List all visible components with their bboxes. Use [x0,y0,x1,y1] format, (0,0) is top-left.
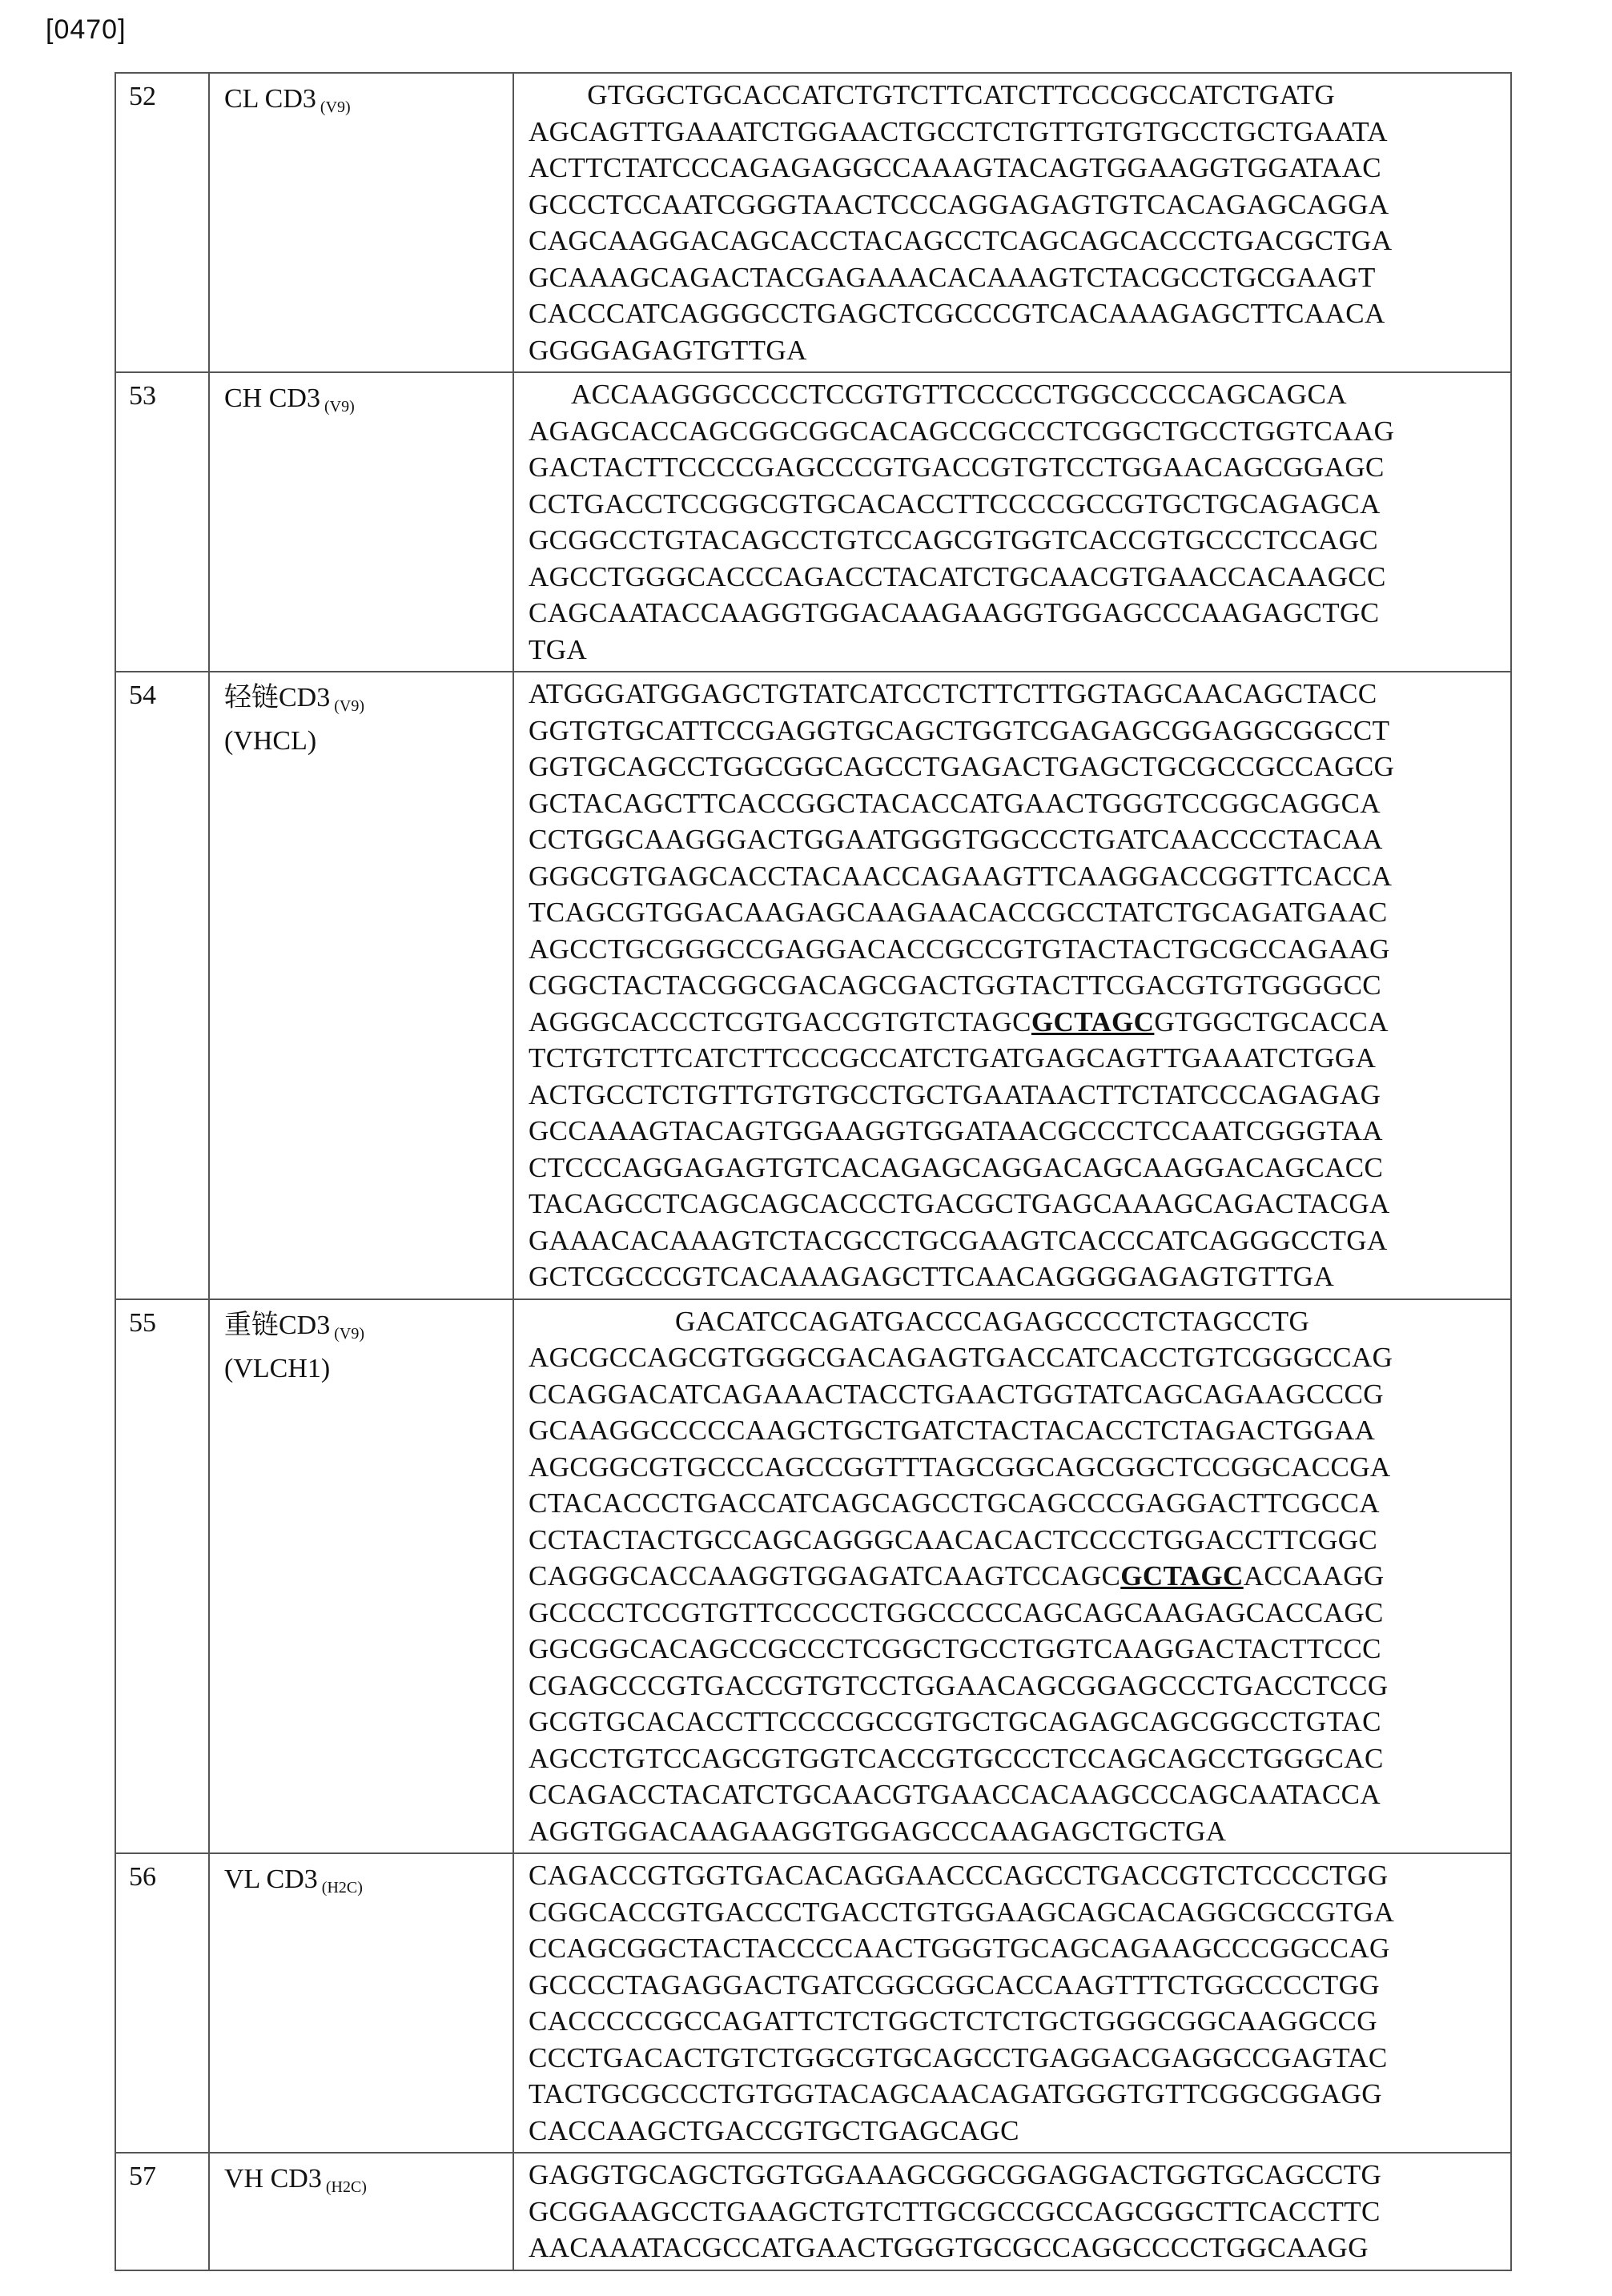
seq-name [209,672,513,1299]
seq-id-number: 55 [115,1299,209,1854]
sequence-text [513,672,1511,1299]
seq-id-number: 56 [115,1853,209,2153]
sequence-line: TACTGCGCCCTGTGGTACAGCAACAGATGGGTGTTCGGCGGAGG [529,2078,1382,2109]
sequence-line: TGA [529,633,588,665]
table-row [115,2153,1511,2270]
seq-name [209,2153,513,2270]
sequence-line: AGCCTGCGGGCCGAGGACACCGCCGTGTACTACTGCGCCAGAAG [529,933,1390,965]
seq-name [209,1853,513,2153]
sequence-text [513,1299,1511,1854]
sequence-line: AGCCTGTCCAGCGTGGTCACCGTGCCCTCCAGCAGCCTGGGCAC [529,1742,1384,1774]
sequence-line: TACAGCCTCAGCAGCACCCTGACGCTGAGCAAAGCAGACTACGA [529,1188,1390,1219]
sequence-line: AGGTGGACAAGAAGGTGGAGCCCAAGAGCTGCTGA [529,1815,1227,1847]
seq-name-text: VL CD3 [224,1864,318,1894]
sequence-line: AACAAATACGCCATGAACTGGGTGCGCCAGGCCCCTGGCAAGG [529,2232,1369,2263]
sequence-line: GGTGCAGCCTGGCGGCAGCCTGAGACTGAGCTGCGCCGCCAGCG [529,751,1395,782]
table-row [115,73,1511,372]
sequence-line: CGGCACCGTGACCCTGACCTGTGGAAGCAGCACAGGCGCCGTGA [529,1896,1395,1928]
seq-name [209,73,513,372]
sequence-line: CCTGACCTCCGGCGTGCACACCTTCCCCGCCGTGCTGCAGAGCA [529,488,1381,520]
sequence-line: ACCAAGGGCCCCTCCGTGTTCCCCCTGGCCCCCAGCAGCA [529,379,1347,410]
sequence-line: ACTTCTATCCCAGAGAGGCCAAAGTACAGTGGAAGGTGGATAAC [529,152,1382,183]
sequence-line: GCCCTCCAATCGGGTAACTCCCAGGAGAGTGTCACAGAGCAGGA [529,188,1389,220]
sequence-line: CGAGCCCGTGACCGTGTCCTGGAACAGCGGAGCCCTGACCTCCG [529,1669,1389,1701]
sequence-line: GAGGTGCAGCTGGTGGAAAGCGGCGGAGGACTGGTGCAGCCTG [529,2159,1382,2190]
sequence-text [513,372,1511,672]
sequence-line: GGGGAGAGTGTTGA [529,334,807,366]
sequence-line: GCAAAGCAGACTACGAGAAACACAAAGTCTACGCCTGCGAAGT [529,261,1376,293]
sequence-line: AGGGCACCCTCGTGACCGTGTCTAGCGCTAGCGTGGCTGCACCA [529,1006,1389,1038]
sequence-line: CACCAAGCTGACCGTGCTGAGCAGC [529,2114,1019,2146]
seq-name-line2: (VHCL) [224,726,317,756]
sequence-line: GCCAAAGTACAGTGGAAGGTGGATAACGCCCTCCAATCGGGTAA [529,1115,1383,1146]
sequence-text [513,1853,1511,2153]
seq-name-line2: (VLCH1) [224,1353,331,1383]
seq-id-number: 53 [115,372,209,672]
table-row [115,1853,1511,2153]
restriction-site-highlight: GCTAGC [1031,1006,1155,1038]
table-row [115,672,1511,1299]
seq-id-number: 54 [115,672,209,1299]
sequence-line: CCAGCGGCTACTACCCCAACTGGGTGCAGCAGAAGCCCGGCCAG [529,1933,1390,1964]
seq-id-number: 57 [115,2153,209,2270]
sequence-line: GGGCGTGAGCACCTACAACCAGAAGTTCAAGGACCGGTTCACCA [529,860,1393,892]
sequence-line: GCGTGCACACCTTCCCCGCCGTGCTGCAGAGCAGCGGCCTGTAC [529,1706,1381,1737]
restriction-site-highlight: GCTAGC [1120,1560,1244,1592]
sequence-line: AGAGCACCAGCGGCGGCACAGCCGCCCTCGGCTGCCTGGTCAAG [529,415,1395,447]
sequence-table [115,72,1512,2271]
sequence-line: GACTACTTCCCCGAGCCCGTGACCGTGTCCTGGAACAGCGGAGC [529,452,1385,483]
sequence-line: CAGGGCACCAAGGTGGAGATCAAGTCCAGCGCTAGCACCAAGG [529,1560,1385,1592]
sequence-line: GCCCCTCCGTGTTCCCCCTGGCCCCCAGCAGCAAGAGCACCAGC [529,1596,1384,1628]
seq-name-text: 轻链CD3 [224,683,331,712]
table-row [115,372,1511,672]
sequence-line: CCTACTACTGCCAGCAGGGCAACACACTCCCCTGGACCTTCGGC [529,1523,1378,1555]
sequence-line: CGGCTACTACGGCGACAGCGACTGGTACTTCGACGTGTGGGGCC [529,969,1382,1001]
sequence-line: GCTACAGCTTCACCGGCTACACCATGAACTGGGTCCGGCAGGCA [529,787,1381,819]
sequence-line: CCAGGACATCAGAAACTACCTGAACTGGTATCAGCAGAAGCCCG [529,1378,1384,1410]
sequence-line: CCCTGACACTGTCTGGCGTGCAGCCTGAGGACGAGGCCGAGTAC [529,2041,1388,2073]
seq-name-text: CH CD3 [224,383,320,413]
sequence-text [513,2153,1511,2270]
seq-name-text: VH CD3 [224,2164,322,2194]
sequence-line: CACCCCCGCCAGATTCTCTGGCTCTCTGCTGGGCGGCAAGGCCG [529,2005,1377,2037]
sequence-line: TCTGTCTTCATCTTCCCGCCATCTGATGAGCAGTTGAAATCTGGA [529,1042,1377,1074]
sequence-line: GGCGGCACAGCCGCCCTCGGCTGCCTGGTCAAGGACTACTTCCC [529,1633,1381,1664]
sequence-line: CAGCAATACCAAGGTGGACAAGAAGGTGGAGCCCAAGAGCTGC [529,597,1380,628]
sequence-line: CAGACCGTGGTGACACAGGAACCCAGCCTGACCGTCTCCCCTGG [529,1860,1389,1891]
sequence-line: ATGGGATGGAGCTGTATCATCCTCTTCTTGGTAGCAACAGCTACC [529,678,1377,709]
sequence-line: GCCCCTAGAGGACTGATCGGCGGCACCAAGTTTCTGGCCCCTGG [529,1969,1380,2001]
sequence-line: GCAAGGCCCCCAAGCTGCTGATCTACTACACCTCTAGACTGGAA [529,1415,1376,1446]
seq-name [209,1299,513,1854]
sequence-line: AGCAGTTGAAATCTGGAACTGCCTCTGTTGTGTGCCTGCTGAATA [529,115,1388,147]
sequence-line: AGCGGCGTGCCCAGCCGGTTTAGCGGCAGCGGCTCCGGCACCGA [529,1451,1391,1483]
sequence-line: AGCGCCAGCGTGGGCGACAGAGTGACCATCACCTGTCGGGCCAG [529,1342,1393,1373]
sequence-line: CTACACCCTGACCATCAGCAGCCTGCAGCCCGAGGACTTCGCCA [529,1487,1380,1519]
sequence-line: CACCCATCAGGGCCTGAGCTCGCCCGTCACAAAGAGCTTCAACA [529,298,1385,329]
sequence-line: CTCCCAGGAGAGTGTCACAGAGCAGGACAGCAAGGACAGCACC [529,1151,1384,1183]
sequence-line: CCTGGCAAGGGACTGGAATGGGTGGCCCTGATCAACCCCTACAA [529,824,1383,855]
sequence-line: GAAACACAAAGTCTACGCCTGCGAAGTCACCCATCAGGGCCTGA [529,1224,1388,1256]
sequence-line: ACTGCCTCTGTTGTGTGCCTGCTGAATAACTTCTATCCCAGAGAG [529,1078,1381,1110]
sequence-line: GACATCCAGATGACCCAGAGCCCCTCTAGCCTG [529,1305,1310,1337]
sequence-line: CAGCAAGGACAGCACCTACAGCCTCAGCAGCACCCTGACGCTGA [529,225,1393,256]
sequence-text [513,73,1511,372]
sequence-line: AGCCTGGGCACCCAGACCTACATCTGCAACGTGAACCACAAGCC [529,560,1386,592]
seq-name-subscript: (V9) [316,98,351,116]
sequence-line: GTGGCTGCACCATCTGTCTTCATCTTCCCGCCATCTGATG [529,79,1336,110]
sequence-line: GCGGAAGCCTGAAGCTGTCTTGCGCCGCCAGCGGCTTCACCTTC [529,2195,1381,2227]
sequence-line: GCTCGCCCGTCACAAAGAGCTTCAACAGGGGAGAGTGTTGA [529,1261,1335,1292]
sequence-line: GGTGTGCATTCCGAGGTGCAGCTGGTCGAGAGCGGAGGCGGCCT [529,714,1390,746]
sequence-line: TCAGCGTGGACAAGAGCAAGAACACCGCCTATCTGCAGATGAAC [529,897,1388,928]
seq-name-subscript: (V9) [320,398,355,415]
seq-name-subscript: (H2C) [321,2178,367,2196]
seq-name-text: CL CD3 [224,84,316,114]
seq-name-subscript: (H2C) [317,1879,363,1897]
sequence-line: GCGGCCTGTACAGCCTGTCCAGCGTGGTCACCGTGCCCTCCAGC [529,524,1379,556]
sequence-line: CCAGACCTACATCTGCAACGTGAACCACAAGCCCAGCAATACCA [529,1779,1381,1810]
seq-name-subscript: (V9) [330,697,364,715]
seq-name [209,372,513,672]
seq-id-number: 52 [115,73,209,372]
seq-name-text: 重链CD3 [224,1310,331,1340]
table-row [115,1299,1511,1854]
paragraph-number: [0470] [46,14,127,45]
seq-name-subscript: (V9) [330,1324,364,1343]
